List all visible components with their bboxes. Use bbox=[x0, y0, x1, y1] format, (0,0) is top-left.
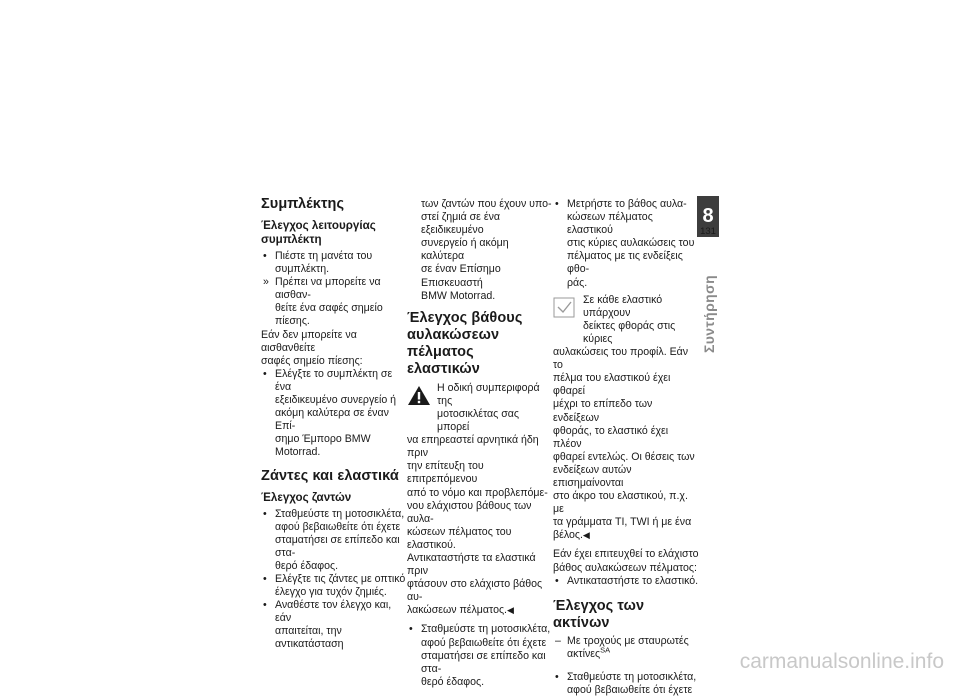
list-item: • Σταθμεύστε τη μοτοσικλέτα, αφού βεβαιωθείτε ότι έχετε σταματήσει σε επίπεδο και στα- θερό έδαφος. bbox=[263, 507, 405, 572]
paragraph: Εάν έχει επιτευχθεί το ελάχιστο βάθος αυλακώσεων πέλματος: bbox=[553, 548, 699, 574]
watermark: carmanualsonline.info bbox=[739, 650, 944, 673]
list-item: • Πιέστε τη μανέτα του συμπλέκτη. bbox=[263, 250, 373, 276]
column-1 bbox=[261, 196, 407, 652]
end-mark-icon: ◀ bbox=[582, 530, 590, 541]
list-item: • Αντικαταστήστε το ελαστικό. bbox=[555, 574, 699, 587]
list-item-continuation: των ζαντών που έχουν υπο- στεί ζημιά σε ένα εξειδικευμένο συνεργείο ή ακόμη καλύτερα σε έναν Επίσημο Επισκευαστή BMW Motorrad. bbox=[421, 198, 552, 302]
list-item: • Σταθμεύστε τη μοτοσικλέτα, αφού βεβαιωθείτε ότι έχετε bbox=[555, 670, 697, 696]
paragraph: Εάν δεν μπορείτε να αισθανθείτε σαφές σημείο πίεσης: bbox=[261, 328, 363, 367]
heading-rims-tyres: Ζάντες και ελαστικά bbox=[261, 467, 399, 484]
chapter-title-vertical: Συντήρηση bbox=[701, 274, 717, 354]
list-item: • Αναθέστε τον έλεγχο και, εάν απαιτείται, την αντικατάσταση bbox=[263, 599, 392, 651]
info-note: Σε κάθε ελαστικό υπάρχουν δείκτες φθοράς στις κύριες αυλακώσεις του προφίλ. Εάν το πέλμα του ελαστικού έχει φθαρεί μέχρι το επίπεδο των ενδείξεων φθοράς, το ελαστικό έχει πλέον φθαρεί εντελώς. Οι θέσεις των ενδείξεων αυτών επισημαίνονται στο άκρο του ελαστικού, π.χ. με τα γράμματα TI, TWI ή με ένα βέλος.◀ bbox=[553, 293, 695, 542]
page-number: 131 bbox=[700, 226, 716, 237]
result-item: » Πρέπει να μπορείτε να αισθαν- θείτε ένα σαφές σημείο πίεσης. bbox=[263, 276, 383, 328]
heading-rim-check: Έλεγχος ζαντών bbox=[261, 490, 352, 504]
heading-clutch-check: Έλεγχος λειτουργίας συμπλέκτη bbox=[261, 219, 376, 246]
dash-item: – Με τροχούς με σταυρωτές ακτίνες$^{SA}$ bbox=[555, 634, 689, 660]
column-2 bbox=[407, 198, 553, 689]
list-item: • Ελέγξτε το συμπλέκτη σε ένα εξειδικευμένο συνεργείο ή ακόμη καλύτερα σε έναν Επί- σημο Έμπορο BMW Motorrad. bbox=[263, 367, 397, 459]
column-3 bbox=[553, 198, 699, 697]
list-item: • Μετρήστε το βάθος αυλα- κώσεων πέλματος ελαστικού στις κύριες αυλακώσεις του πέλματος με τις ενδείξεις φθο- ράς. bbox=[555, 198, 695, 289]
list-item: • Ελέγξτε τις ζάντες με οπτικό έλεγχο για τυχόν ζημιές. bbox=[263, 572, 406, 599]
heading-spokes-check: Έλεγχος των ακτίνων bbox=[553, 597, 645, 631]
heading-tread-depth: Έλεγχος βάθους αυλακώσεων πέλματος ελαστικών bbox=[407, 309, 523, 377]
heading-clutch: Συμπλέκτης bbox=[261, 196, 345, 212]
warning-icon bbox=[407, 385, 431, 406]
end-mark-icon: ◀ bbox=[507, 605, 514, 616]
warning-note: Η οδική συμπεριφορά της μοτοσικλέτας σας μπορεί να επηρεαστεί αρνητικά ήδη πριν την επίτευξη του επιτρεπόμενου από το νόμο και προβλεπόμε- νου ελάχιστου βάθους των αυλα- κώσεων πέλματος του ελαστικού. Αντικαταστήστε τα ελαστικά πριν φτάσουν στο ελάχιστο βάθος αυ- λακώσεων πέλματος.◀ bbox=[407, 381, 548, 617]
info-check-icon bbox=[553, 297, 577, 318]
list-item: • Σταθμεύστε τη μοτοσικλέτα, αφού βεβαιωθείτε ότι έχετε σταματήσει σε επίπεδο και στα- θερό έδαφος. bbox=[409, 623, 551, 688]
chapter-number-tab: 8 bbox=[697, 196, 719, 237]
equipment-sup: SA bbox=[600, 645, 611, 655]
